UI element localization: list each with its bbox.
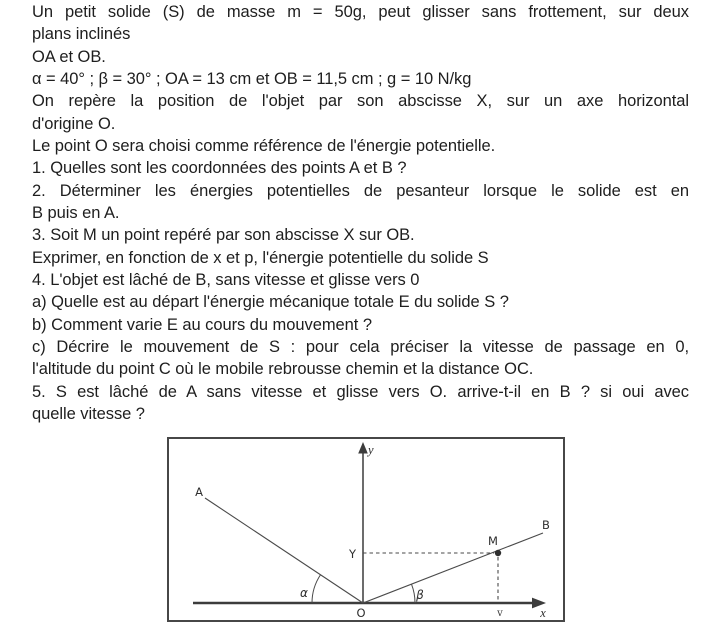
figure-frame (167, 437, 565, 622)
problem-line-17: l'altitude du point C où le mobile rebrousse chemin et la distance OC. (32, 360, 534, 379)
problem-line-18: 5. S est lâché de A sans vitesse et glisse vers O. arrive-t-il en B ? si oui avec (32, 382, 689, 401)
alpha-angle-label: α (300, 586, 308, 600)
x-axis-label: x (540, 606, 546, 620)
ordinate-y-label: Y (348, 547, 356, 561)
point-m-label: M (488, 534, 498, 548)
beta-angle-label: β (416, 588, 424, 602)
incline-oa-line (205, 498, 363, 603)
problem-line-13: 4. L'objet est lâché de B, sans vitesse et glisse vers 0 (32, 270, 420, 289)
point-m-dot (495, 550, 501, 556)
problem-line-8: 1. Quelles sont les coordonnées des points A et B ? (32, 159, 407, 178)
problem-line-5: On repère la position de l'objet par son abscisse X, sur un axe horizontal (32, 92, 689, 111)
problem-line-2: plans inclinés (32, 25, 131, 44)
incline-ob-line (363, 533, 543, 603)
abscissa-mark-label: v (497, 608, 503, 619)
problem-line-15: b) Comment varie E au cours du mouvement ? (32, 315, 372, 334)
problem-line-9: 2. Déterminer les énergies potentielles de pesanteur lorsque le solide est en (32, 181, 689, 200)
problem-line-12: Exprimer, en fonction de x et p, l'énergie potentielle du solide S (32, 248, 489, 267)
y-axis-label: y (368, 443, 374, 457)
point-b-label: B (542, 518, 550, 532)
problem-statement (32, 1, 689, 425)
problem-line-11: 3. Soit M un point repéré par son abscisse X sur OB. (32, 226, 415, 245)
alpha-angle-arc (312, 575, 321, 603)
problem-line-19: quelle vitesse ? (32, 404, 145, 423)
problem-line-16: c) Décrire le mouvement de S : pour cela préciser la vitesse de passage en 0, (32, 337, 689, 356)
inclined-planes-diagram (169, 439, 563, 620)
problem-line-4: α = 40° ; β = 30° ; OA = 13 cm et OB = 11,5 cm ; g = 10 N/kg (32, 69, 472, 88)
y-axis-arrow-icon (358, 442, 368, 454)
point-a-label: A (195, 485, 203, 499)
problem-line-10: B puis en A. (32, 203, 120, 222)
problem-line-1: Un petit solide (S) de masse m = 50g, peut glisser sans frottement, sur deux (32, 3, 689, 21)
beta-angle-arc (412, 584, 416, 603)
problem-line-7: Le point O sera choisi comme référence de l'énergie potentielle. (32, 136, 496, 155)
origin-o-label: O (356, 606, 366, 620)
problem-line-6: d'origine O. (32, 114, 116, 133)
problem-line-14: a) Quelle est au départ l'énergie mécanique totale E du solide S ? (32, 293, 509, 312)
problem-line-3: OA et OB. (32, 47, 106, 66)
